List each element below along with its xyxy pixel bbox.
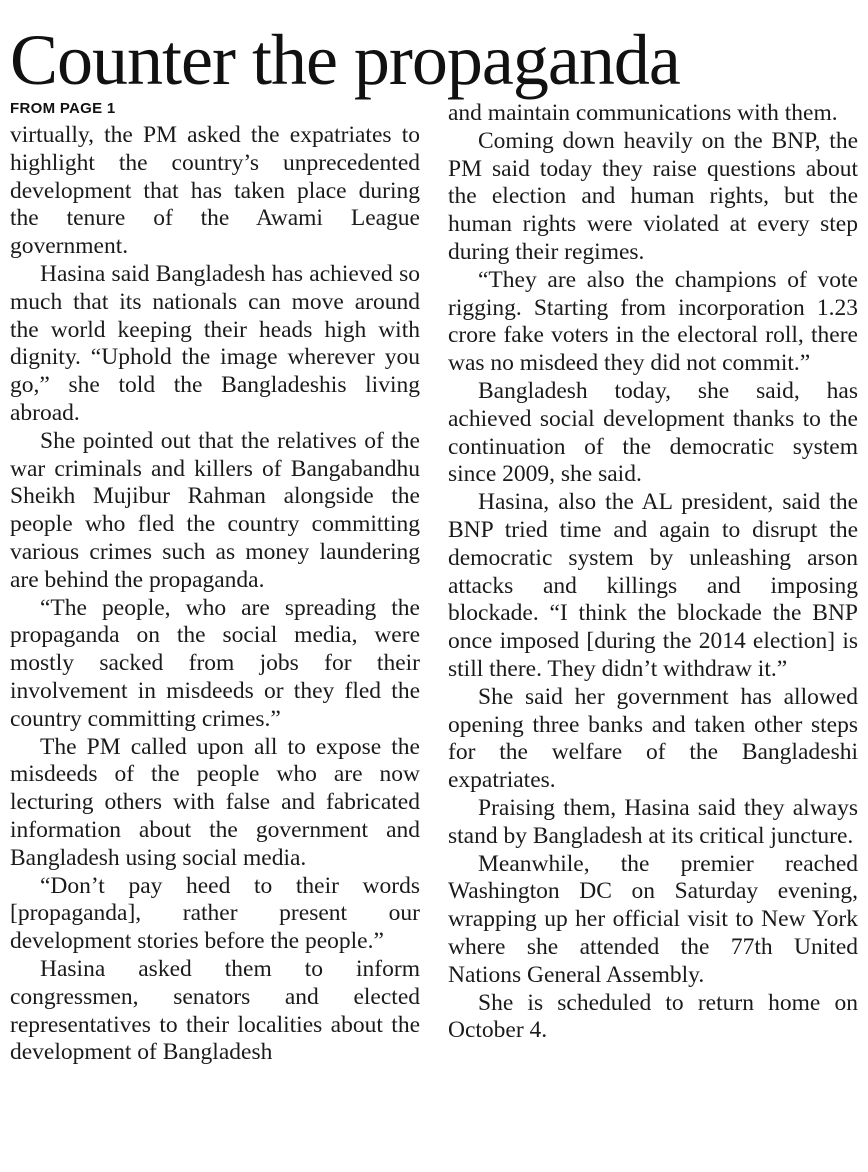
jump-label: FROM PAGE 1 <box>10 100 116 117</box>
paragraph: She is scheduled to return home on October 4. <box>448 989 858 1044</box>
left-column <box>10 100 420 1067</box>
paragraph: Bangladesh today, she said, has achieved social development thanks to the continuation of the democratic system since 2009, she said. <box>448 377 858 488</box>
headline: Counter the propaganda <box>10 20 680 100</box>
right-column <box>448 100 858 1045</box>
paragraph: The PM called upon all to expose the misdeeds of the people who are now lecturing others with false and fabricated information about the government and Bangladesh using social media. <box>10 733 420 871</box>
paragraph: and maintain communications with them. <box>448 100 838 126</box>
paragraph: Hasina said Bangladesh has achieved so much that its nationals can move around the world keeping their heads high with dignity. “Uphold the image wherever you go,” she told the Bangladeshis living abroad. <box>10 260 420 426</box>
paragraph: “They are also the champions of vote rigging. Starting from incorporation 1.23 crore fake voters in the electoral roll, there was no misdeed they did not commit.” <box>448 266 858 377</box>
paragraph: Praising them, Hasina said they always stand by Bangladesh at its critical juncture. <box>448 794 858 849</box>
paragraph: “The people, who are spreading the propaganda on the social media, were mostly sacked from jobs for their involvement in misdeeds or they fled the country committing crimes.” <box>10 594 420 732</box>
paragraph: Coming down heavily on the BNP, the PM said today they raise questions about the election and human rights, but the human rights were violated at every step during their regimes. <box>448 127 858 265</box>
paragraph: virtually, the PM asked the expatriates to highlight the country’s unprecedented development that has taken place during the tenure of the Awami League government. <box>10 122 420 260</box>
paragraph: Meanwhile, the premier reached Washington DC on Saturday evening, wrapping up her official visit to New York where she attended the 77th United Nations General Assembly. <box>448 850 858 988</box>
paragraph: She pointed out that the relatives of the war criminals and killers of Bangabandhu Sheikh Mujibur Rahman alongside the people who fled the country committing various crimes such as money laundering are behind the propaganda. <box>10 427 420 593</box>
paragraph: Hasina asked them to inform congressmen, senators and elected representatives to their localities about the development of Bangladesh <box>10 955 420 1066</box>
paragraph: She said her government has allowed opening three banks and taken other steps for the welfare of the Bangladeshi expatriates. <box>448 683 858 794</box>
paragraph: “Don’t pay heed to their words [propaganda], rather present our development stories before the people.” <box>10 872 420 955</box>
paragraph: Hasina, also the AL president, said the BNP tried time and again to disrupt the democratic system by unleashing arson attacks and killings and imposing blockade. “I think the blockade the BNP once imposed [during the 2014 election] is still there. They didn’t withdraw it.” <box>448 489 858 682</box>
